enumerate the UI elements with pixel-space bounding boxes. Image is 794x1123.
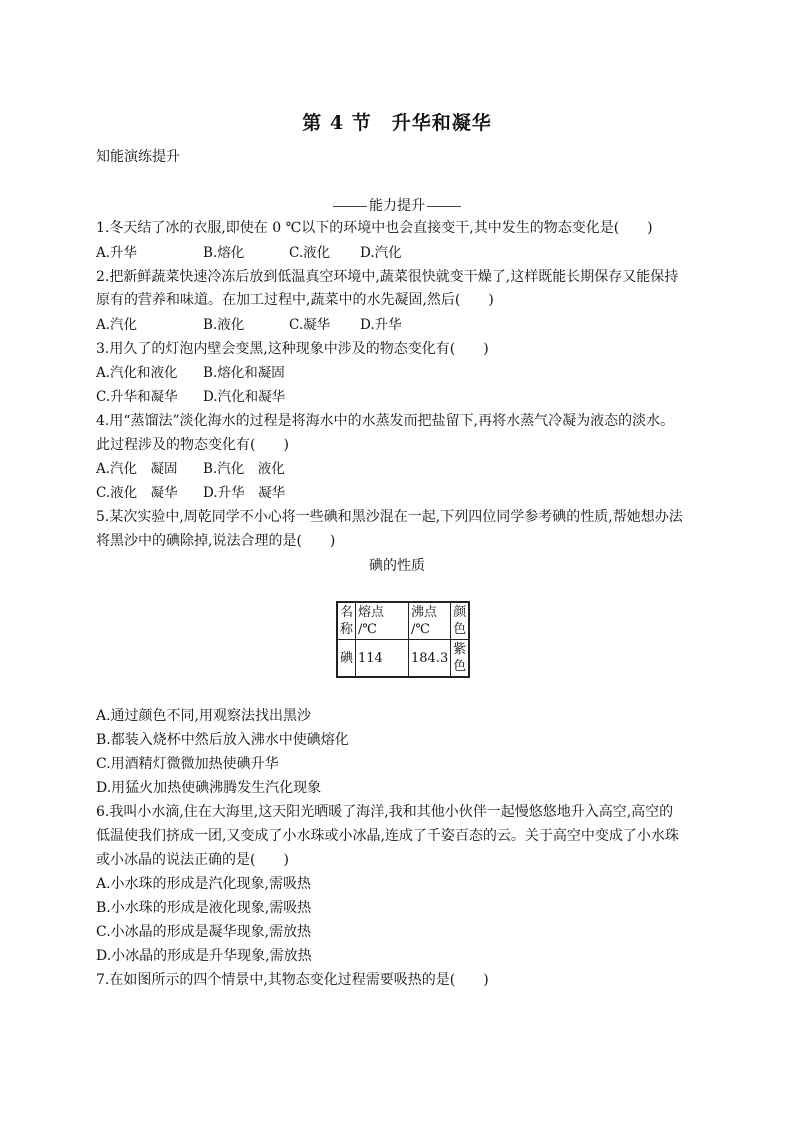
q3-option-d: D.汽化和凝华: [203, 389, 286, 405]
q5-option-c: C.用酒精灯微微加热使碘升华: [96, 756, 279, 772]
q2-stem-line-2: 原有的营养和味道。在加工过程中,蔬菜中的水先凝固,然后( ): [96, 292, 494, 308]
cell-substance: 碘: [337, 640, 356, 678]
q1-stem: 1.冬天结了冰的衣服,即使在 0 ℃以下的环境中也会直接变干,其中发生的物态变化是( ): [96, 220, 653, 236]
q6-option-b: B.小水珠的形成是液化现象,需吸热: [96, 900, 312, 916]
q2-option-a: A.汽化: [96, 317, 138, 333]
cell-melting-value: 114: [356, 640, 409, 678]
q3-stem: 3.用久了的灯泡内壁会变黑,这种现象中涉及的物态变化有( ): [96, 341, 489, 357]
q6-stem-line-2: 低温使我们挤成一团,又变成了小水珠或小冰晶,连成了千姿百态的云。关于高空中变成了小水珠: [96, 828, 679, 844]
q6-stem-line-3: 或小冰晶的说法正确的是( ): [96, 852, 289, 868]
q6-stem-line-1: 6.我叫小水滴,住在大海里,这天阳光晒暖了海洋,我和其他小伙伴一起慢悠悠地升入高空,高空的: [96, 804, 674, 820]
section-header: [0, 195, 794, 215]
q3-option-c: C.升华和凝华: [96, 389, 178, 405]
q6-option-a: A.小水珠的形成是汽化现象,需吸热: [96, 876, 312, 892]
section-title: 能力提升: [369, 198, 425, 214]
q4-stem-line-1: 4.用“蒸馏法”淡化海水的过程是将海水中的水蒸发而把盐留下,再将水蒸气冷凝为液态的淡水。: [96, 413, 675, 429]
q1-option-a: A.升华: [96, 245, 138, 261]
header-cell-melting-point: 熔点 /℃: [356, 602, 409, 640]
header-rule-left: [333, 206, 367, 207]
q6-option-d: D.小冰晶的形成是升华现象,需放热: [96, 948, 312, 964]
q5-stem-line-1: 5.某次实验中,周乾同学不小心将一些碘和黑沙混在一起,下列四位同学参考碘的性质,帮她想办法: [96, 509, 683, 525]
page-title: 第 4 节 升华和凝华: [302, 112, 492, 134]
table-header-row: [337, 602, 469, 640]
q1-option-d: D.汽化: [360, 245, 402, 261]
q2-option-d: D.升华: [360, 317, 402, 333]
q7-stem: 7.在如图所示的四个情景中,其物态变化过程需要吸热的是( ): [96, 972, 489, 988]
header-rule-right: [427, 206, 461, 207]
q3-option-b: B.熔化和凝固: [203, 365, 285, 381]
q2-option-c: C.凝华: [289, 317, 331, 333]
q5-option-d: D.用猛火加热使碘沸腾发生汽化现象: [96, 780, 322, 796]
cell-boiling-value: 184.3: [409, 640, 451, 678]
q2-stem-line-1: 2.把新鲜蔬菜快速冷冻后放到低温真空环境中,蔬菜很快就变干燥了,这样既能长期保存又能保持: [96, 269, 679, 285]
q1-option-c: C.液化: [289, 245, 331, 261]
q2-option-b: B.液化: [203, 317, 245, 333]
q5-stem-line-2: 将黑沙中的碘除掉,说法合理的是( ): [96, 533, 336, 549]
q3-option-a: A.汽化和液化: [96, 365, 178, 381]
q5-option-b: B.都装入烧杯中然后放入沸水中使碘熔化: [96, 732, 349, 748]
q4-option-c: C.液化 凝华: [96, 485, 178, 501]
subheading: 知能演练提升: [96, 149, 180, 165]
q1-option-b: B.熔化: [203, 245, 245, 261]
q4-option-b: B.汽化 液化: [203, 461, 285, 477]
iodine-properties-table: [336, 601, 470, 678]
header-cell-color: 颜 色: [451, 602, 470, 640]
q4-stem-line-2: 此过程涉及的物态变化有( ): [96, 437, 289, 453]
header-cell-name: 名 称: [337, 602, 356, 640]
cell-color-value: 紫 色: [451, 640, 470, 678]
q5-option-a: A.通过颜色不同,用观察法找出黑沙: [96, 708, 312, 724]
table-caption: 碘的性质: [369, 558, 425, 574]
table-row: [337, 640, 469, 678]
q6-option-c: C.小冰晶的形成是凝华现象,需放热: [96, 924, 312, 940]
header-cell-boiling-point: 沸点 /℃: [409, 602, 451, 640]
q4-option-d: D.升华 凝华: [203, 485, 286, 501]
q4-option-a: A.汽化 凝固: [96, 461, 178, 477]
